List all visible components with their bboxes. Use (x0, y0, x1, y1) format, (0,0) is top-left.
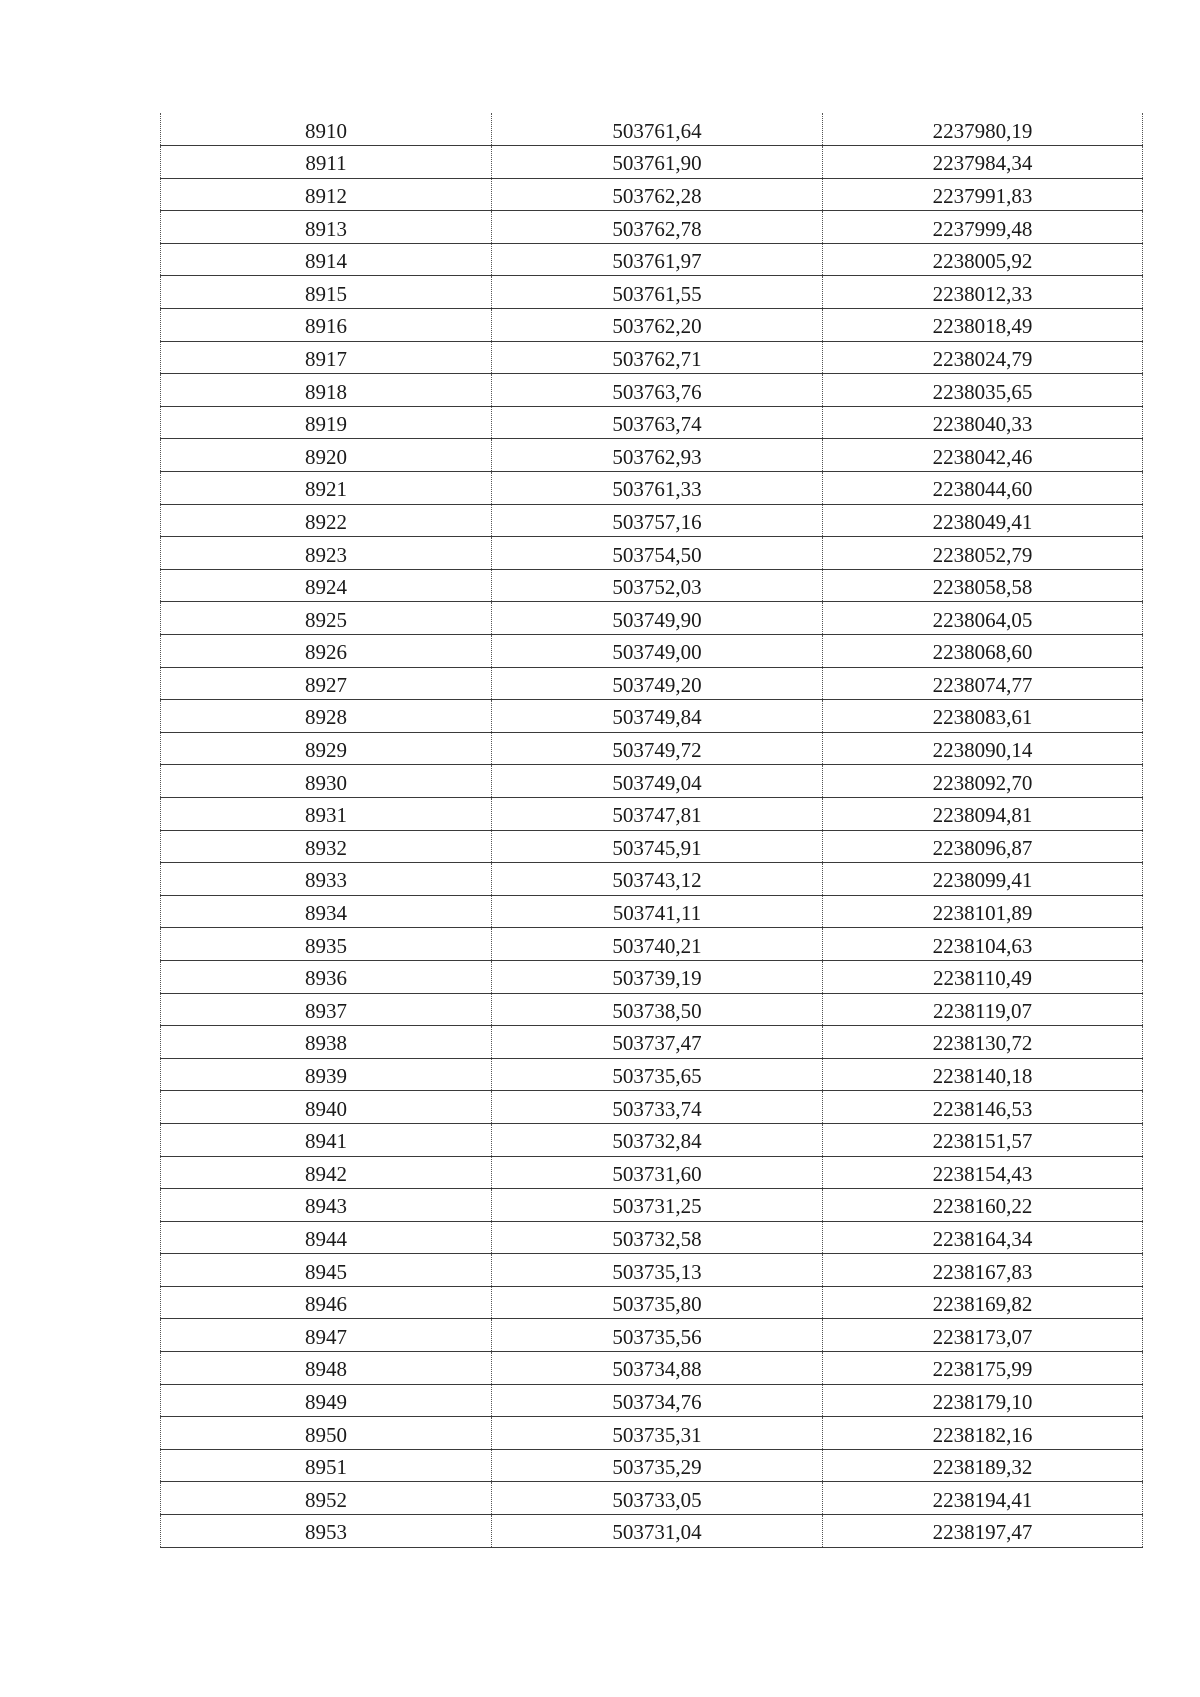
table-row (161, 1286, 1143, 1319)
point-number-cell: 8932 (161, 830, 492, 863)
point-number-cell: 8930 (161, 765, 492, 798)
point-number-cell: 8925 (161, 602, 492, 635)
x-coordinate-cell: 503743,12 (492, 863, 823, 896)
table-row (161, 146, 1143, 179)
table-row (161, 1091, 1143, 1124)
y-coordinate-cell: 2238058,58 (823, 569, 1143, 602)
table-row (161, 732, 1143, 765)
point-number-cell: 8951 (161, 1449, 492, 1482)
x-coordinate-cell: 503752,03 (492, 569, 823, 602)
table-row (161, 993, 1143, 1026)
x-coordinate-cell: 503731,60 (492, 1156, 823, 1189)
x-coordinate-cell: 503747,81 (492, 797, 823, 830)
table-row (161, 341, 1143, 374)
y-coordinate-cell: 2238018,49 (823, 309, 1143, 342)
y-coordinate-cell: 2238140,18 (823, 1058, 1143, 1091)
point-number-cell: 8920 (161, 439, 492, 472)
point-number-cell: 8924 (161, 569, 492, 602)
x-coordinate-cell: 503749,84 (492, 700, 823, 733)
table-row (161, 602, 1143, 635)
y-coordinate-cell: 2237984,34 (823, 146, 1143, 179)
table-row (161, 1058, 1143, 1091)
y-coordinate-cell: 2238083,61 (823, 700, 1143, 733)
x-coordinate-cell: 503735,65 (492, 1058, 823, 1091)
x-coordinate-cell: 503734,76 (492, 1384, 823, 1417)
y-coordinate-cell: 2238042,46 (823, 439, 1143, 472)
point-number-cell: 8939 (161, 1058, 492, 1091)
point-number-cell: 8911 (161, 146, 492, 179)
table-row (161, 1515, 1143, 1548)
x-coordinate-cell: 503754,50 (492, 537, 823, 570)
y-coordinate-cell: 2237980,19 (823, 113, 1143, 146)
x-coordinate-cell: 503734,88 (492, 1352, 823, 1385)
x-coordinate-cell: 503749,04 (492, 765, 823, 798)
table-row (161, 243, 1143, 276)
x-coordinate-cell: 503762,93 (492, 439, 823, 472)
y-coordinate-cell: 2238101,89 (823, 895, 1143, 928)
x-coordinate-cell: 503740,21 (492, 928, 823, 961)
table-row (161, 928, 1143, 961)
x-coordinate-cell: 503732,84 (492, 1123, 823, 1156)
point-number-cell: 8927 (161, 667, 492, 700)
y-coordinate-cell: 2238090,14 (823, 732, 1143, 765)
x-coordinate-cell: 503733,74 (492, 1091, 823, 1124)
x-coordinate-cell: 503749,00 (492, 635, 823, 668)
y-coordinate-cell: 2238096,87 (823, 830, 1143, 863)
x-coordinate-cell: 503749,20 (492, 667, 823, 700)
y-coordinate-cell: 2238169,82 (823, 1286, 1143, 1319)
point-number-cell: 8928 (161, 700, 492, 733)
y-coordinate-cell: 2238146,53 (823, 1091, 1143, 1124)
y-coordinate-cell: 2238049,41 (823, 504, 1143, 537)
point-number-cell: 8940 (161, 1091, 492, 1124)
point-number-cell: 8948 (161, 1352, 492, 1385)
y-coordinate-cell: 2237991,83 (823, 178, 1143, 211)
x-coordinate-cell: 503731,25 (492, 1189, 823, 1222)
point-number-cell: 8941 (161, 1123, 492, 1156)
y-coordinate-cell: 2238182,16 (823, 1417, 1143, 1450)
table-row (161, 113, 1143, 146)
x-coordinate-cell: 503735,80 (492, 1286, 823, 1319)
y-coordinate-cell: 2238160,22 (823, 1189, 1143, 1222)
table-row (161, 1123, 1143, 1156)
point-number-cell: 8953 (161, 1515, 492, 1548)
y-coordinate-cell: 2238179,10 (823, 1384, 1143, 1417)
point-number-cell: 8913 (161, 211, 492, 244)
table-row (161, 797, 1143, 830)
table-row (161, 895, 1143, 928)
table-row (161, 1254, 1143, 1287)
table-row (161, 1319, 1143, 1352)
y-coordinate-cell: 2238074,77 (823, 667, 1143, 700)
y-coordinate-cell: 2238068,60 (823, 635, 1143, 668)
y-coordinate-cell: 2238052,79 (823, 537, 1143, 570)
x-coordinate-cell: 503762,20 (492, 309, 823, 342)
x-coordinate-cell: 503749,90 (492, 602, 823, 635)
table-row (161, 700, 1143, 733)
table-row (161, 1189, 1143, 1222)
x-coordinate-cell: 503757,16 (492, 504, 823, 537)
point-number-cell: 8942 (161, 1156, 492, 1189)
y-coordinate-cell: 2238092,70 (823, 765, 1143, 798)
x-coordinate-cell: 503762,78 (492, 211, 823, 244)
x-coordinate-cell: 503731,04 (492, 1515, 823, 1548)
point-number-cell: 8926 (161, 635, 492, 668)
y-coordinate-cell: 2238154,43 (823, 1156, 1143, 1189)
x-coordinate-cell: 503761,97 (492, 243, 823, 276)
table-row (161, 830, 1143, 863)
point-number-cell: 8919 (161, 406, 492, 439)
point-number-cell: 8935 (161, 928, 492, 961)
point-number-cell: 8923 (161, 537, 492, 570)
point-number-cell: 8933 (161, 863, 492, 896)
point-number-cell: 8929 (161, 732, 492, 765)
point-number-cell: 8917 (161, 341, 492, 374)
point-number-cell: 8950 (161, 1417, 492, 1450)
point-number-cell: 8915 (161, 276, 492, 309)
table-row (161, 309, 1143, 342)
y-coordinate-cell: 2238005,92 (823, 243, 1143, 276)
point-number-cell: 8945 (161, 1254, 492, 1287)
y-coordinate-cell: 2238130,72 (823, 1026, 1143, 1059)
table-row (161, 1352, 1143, 1385)
table-row (161, 504, 1143, 537)
x-coordinate-cell: 503738,50 (492, 993, 823, 1026)
y-coordinate-cell: 2238167,83 (823, 1254, 1143, 1287)
x-coordinate-cell: 503761,64 (492, 113, 823, 146)
point-number-cell: 8938 (161, 1026, 492, 1059)
y-coordinate-cell: 2238099,41 (823, 863, 1143, 896)
x-coordinate-cell: 503737,47 (492, 1026, 823, 1059)
point-number-cell: 8944 (161, 1221, 492, 1254)
point-number-cell: 8952 (161, 1482, 492, 1515)
y-coordinate-cell: 2238197,47 (823, 1515, 1143, 1548)
table-row (161, 178, 1143, 211)
table-row (161, 1482, 1143, 1515)
y-coordinate-cell: 2238104,63 (823, 928, 1143, 961)
table-row (161, 863, 1143, 896)
point-number-cell: 8937 (161, 993, 492, 1026)
table-row (161, 765, 1143, 798)
table-row (161, 1026, 1143, 1059)
point-number-cell: 8949 (161, 1384, 492, 1417)
x-coordinate-cell: 503763,74 (492, 406, 823, 439)
x-coordinate-cell: 503749,72 (492, 732, 823, 765)
x-coordinate-cell: 503762,71 (492, 341, 823, 374)
y-coordinate-cell: 2238164,34 (823, 1221, 1143, 1254)
y-coordinate-cell: 2238035,65 (823, 374, 1143, 407)
table-row (161, 1221, 1143, 1254)
y-coordinate-cell: 2238175,99 (823, 1352, 1143, 1385)
table-row (161, 276, 1143, 309)
point-number-cell: 8921 (161, 472, 492, 505)
y-coordinate-cell: 2238173,07 (823, 1319, 1143, 1352)
point-number-cell: 8936 (161, 960, 492, 993)
table-row (161, 635, 1143, 668)
table-row (161, 537, 1143, 570)
x-coordinate-cell: 503735,31 (492, 1417, 823, 1450)
point-number-cell: 8910 (161, 113, 492, 146)
x-coordinate-cell: 503762,28 (492, 178, 823, 211)
y-coordinate-cell: 2238044,60 (823, 472, 1143, 505)
point-number-cell: 8947 (161, 1319, 492, 1352)
table-row (161, 374, 1143, 407)
y-coordinate-cell: 2238040,33 (823, 406, 1143, 439)
table-row (161, 1384, 1143, 1417)
coordinates-table-body (161, 113, 1143, 1547)
table-row (161, 667, 1143, 700)
table-row (161, 569, 1143, 602)
table-row (161, 1417, 1143, 1450)
x-coordinate-cell: 503761,90 (492, 146, 823, 179)
table-row (161, 1156, 1143, 1189)
point-number-cell: 8931 (161, 797, 492, 830)
y-coordinate-cell: 2237999,48 (823, 211, 1143, 244)
point-number-cell: 8943 (161, 1189, 492, 1222)
y-coordinate-cell: 2238024,79 (823, 341, 1143, 374)
x-coordinate-cell: 503735,56 (492, 1319, 823, 1352)
y-coordinate-cell: 2238064,05 (823, 602, 1143, 635)
point-number-cell: 8914 (161, 243, 492, 276)
table-row (161, 439, 1143, 472)
x-coordinate-cell: 503732,58 (492, 1221, 823, 1254)
x-coordinate-cell: 503761,33 (492, 472, 823, 505)
x-coordinate-cell: 503763,76 (492, 374, 823, 407)
x-coordinate-cell: 503741,11 (492, 895, 823, 928)
table-row (161, 472, 1143, 505)
x-coordinate-cell: 503735,29 (492, 1449, 823, 1482)
x-coordinate-cell: 503735,13 (492, 1254, 823, 1287)
y-coordinate-cell: 2238110,49 (823, 960, 1143, 993)
point-number-cell: 8922 (161, 504, 492, 537)
x-coordinate-cell: 503761,55 (492, 276, 823, 309)
point-number-cell: 8946 (161, 1286, 492, 1319)
x-coordinate-cell: 503745,91 (492, 830, 823, 863)
y-coordinate-cell: 2238094,81 (823, 797, 1143, 830)
x-coordinate-cell: 503739,19 (492, 960, 823, 993)
y-coordinate-cell: 2238012,33 (823, 276, 1143, 309)
coordinates-table (160, 113, 1143, 1548)
table-row (161, 406, 1143, 439)
table-row (161, 960, 1143, 993)
point-number-cell: 8912 (161, 178, 492, 211)
point-number-cell: 8934 (161, 895, 492, 928)
table-row (161, 1449, 1143, 1482)
point-number-cell: 8916 (161, 309, 492, 342)
x-coordinate-cell: 503733,05 (492, 1482, 823, 1515)
table-row (161, 211, 1143, 244)
y-coordinate-cell: 2238119,07 (823, 993, 1143, 1026)
y-coordinate-cell: 2238194,41 (823, 1482, 1143, 1515)
y-coordinate-cell: 2238151,57 (823, 1123, 1143, 1156)
y-coordinate-cell: 2238189,32 (823, 1449, 1143, 1482)
point-number-cell: 8918 (161, 374, 492, 407)
